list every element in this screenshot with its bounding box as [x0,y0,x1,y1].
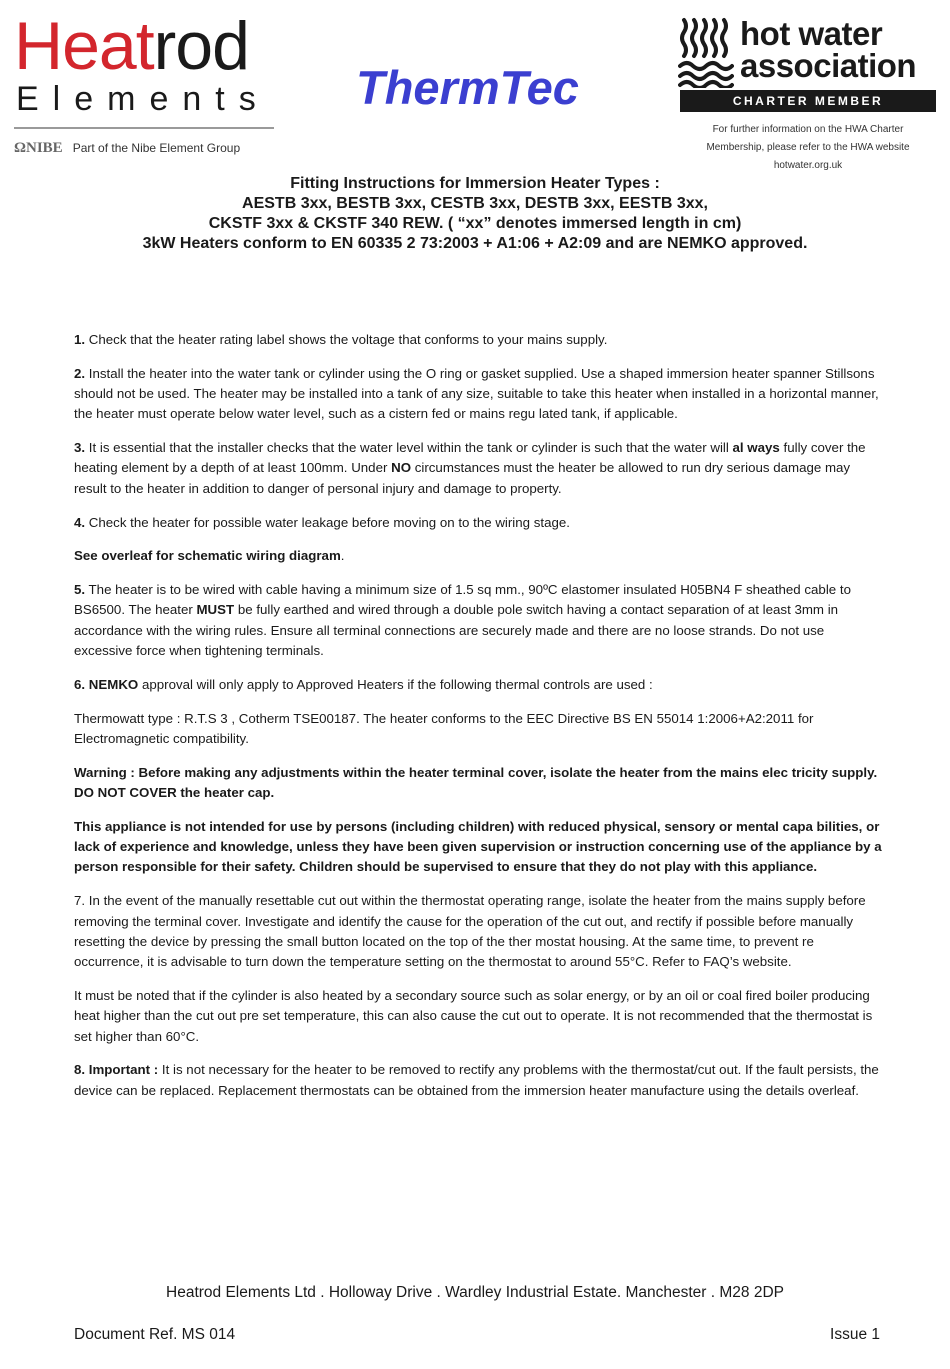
logo-heat-word: Heat [14,8,154,84]
emphasis-always: al ways [732,440,780,456]
warning-note [74,763,884,804]
instruction-1 [74,330,884,350]
hot-water-waves-icon [678,16,734,88]
step-number: 3. [74,440,86,456]
title-line-4: 3kW Heaters conform to EN 60335 2 73:2003 + A1:06 + A2:09 and are NEMKO approved. [142,235,808,252]
step-number: 6. NEMKO [74,676,139,692]
title-line-3: CKSTF 3xx & CKSTF 340 REW. ( “xx” denotes immersed length in cm) [208,215,742,232]
nibe-tagline: Part of the Nibe Element Group [72,141,241,155]
hwa-note-line2: Membership, please refer to the HWA website [706,142,910,153]
hwa-name-line2: association [740,47,917,84]
step-number: 5. [74,582,86,598]
step-number: 2. [74,365,86,381]
overleaf-note-end: . [340,548,345,564]
step-number: 1. [74,332,86,347]
logo-elements-word: Elements [16,80,270,118]
charter-member-badge: CHARTER MEMBER [680,90,936,112]
hwa-logo-name [740,15,917,84]
instruction-8 [74,1060,884,1101]
nibe-group-line [14,140,240,157]
step-text: Check the heater for possible water leakage before moving on to the wiring stage. [85,514,570,530]
instruction-4 [74,513,884,533]
issue-number: Issue 1 [830,1326,880,1343]
logo-rod-word: rod [153,8,249,84]
instructions-body [74,330,884,1114]
step-number: 4. [74,514,86,530]
logo-divider [14,127,274,129]
hwa-note [676,121,940,175]
instruction-5 [74,580,884,661]
heatrod-logo [14,8,249,84]
step-text: fully cover the heating element by a depth of at least 100mm. Under [74,440,866,476]
title-line-2: AESTB 3xx, BESTB 3xx, CESTB 3xx, DESTB 3xx, EESTB 3xx, [242,195,708,212]
step-text: It is essential that the installer checks that the water level within the tank or cylinder is such that the water will [85,440,733,456]
document-title [0,174,950,254]
company-address: Heatrod Elements Ltd . Holloway Drive . Wardley Industrial Estate. Manchester . M28 2DP [166,1284,784,1301]
hwa-name-line1: hot water [740,15,883,52]
step-text: It is not necessary for the heater to be removed to rectify any problems with the thermostat/cut out. If the fault persists, the device can be replaced. Replacement thermostats can be obtained from the immersion heater manufacture using the details overleaf. [74,1062,879,1098]
step-text: be fully earthed and wired through a double pole switch having a contact separation of at least 3mm in accordance with the wiring rules. Ensure all terminal connections are securely made and there are no loose strands. Do not use excessive force when tightening terminals. [74,602,839,659]
instruction-3 [74,438,884,499]
emphasis-must: MUST [196,602,235,618]
nibe-logo: ΩNIBE [14,140,63,156]
instruction-6 [74,675,884,695]
instruction-7: 7. In the event of the manually resettable cut out within the thermostat operating range, isolate the heater from the mains supply before removing the terminal cover. Investigate and identify the cause for the operation of the cut out, and rectify if possible before manually resetting the device by pressing the small button located on the top of the ther mostat housing. At the same time, to prevent re occurrence, it is advisable to turn down the temperature setting on the thermostat to around 55°C. Refer to FAQ’s website. [74,893,866,970]
product-title: ThermTec [356,61,579,114]
emphasis-no: NO [391,460,412,476]
appliance-safety-text: This appliance is not intended for use by persons (including children) with reduced physical, sensory or mental capa bilities, or lack of experience and knowledge, unless they have been given supervision or instruction concerning use of the appliance by a person responsible for their safety. Children should be supervised to ensure that they do not play with this appliance. [74,818,882,875]
step-text: Check that the heater rating label shows the voltage that conforms to your mains supply. [85,332,608,347]
warning-text: Warning : Before making any adjustments within the heater terminal cover, isolate the heater from the mains elec tricity supply. DO NOT COVER the heater cap. [74,764,878,801]
step-text: Install the heater into the water tank or cylinder using the O ring or gasket supplied. Use a shaped immersion heater spanner Stillsons should not be used. The heater may be installed into a tank of any size, suitable to take this heater when installed in a horizontal manner, the heater must operate below water level, such as a cistern fed or mains regu lated tank, if applicable. [74,365,879,422]
hwa-website-text: hotwater.org.uk [773,160,843,171]
instruction-2 [74,364,884,425]
appliance-safety-note [74,817,884,878]
overleaf-note-bold: See overleaf for schematic wiring diagram [74,548,341,564]
step-number: 8. Important : [74,1062,159,1078]
secondary-source-note: It must be noted that if the cylinder is also heated by a secondary source such as solar energy, or by an oil or coal fired boiler producing heat higher than the cut out pre set temperature, this can also cause the cut out to operate. It is not recommended that the thermostat is set higher than 60°C. [74,987,873,1044]
overleaf-note [74,546,884,566]
title-line-1: Fitting Instructions for Immersion Heater Types : [290,175,660,192]
hwa-note-line1: For further information on the HWA Charter [712,124,904,135]
step-text: circumstances must the heater be allowed to run dry serious damage may result to the heater in addition to danger of personal injury and damage to property. [74,460,851,496]
step-text: approval will only apply to Approved Heaters if the following thermal controls are used : [138,676,653,692]
thermostat-spec: Thermowatt type : R.T.S 3 , Cotherm TSE00187. The heater conforms to the EEC Directive BS EN 55014 1:2006+A2:2011 for Electromagnetic compatibility. [74,710,814,746]
step-text: The heater is to be wired with cable having a minimum size of 1.5 sq mm., 90ºC elastomer insulated H05BN4 F sheathed cable to BS6500. The heater [74,582,851,618]
document-reference: Document Ref. MS 014 [74,1326,236,1343]
